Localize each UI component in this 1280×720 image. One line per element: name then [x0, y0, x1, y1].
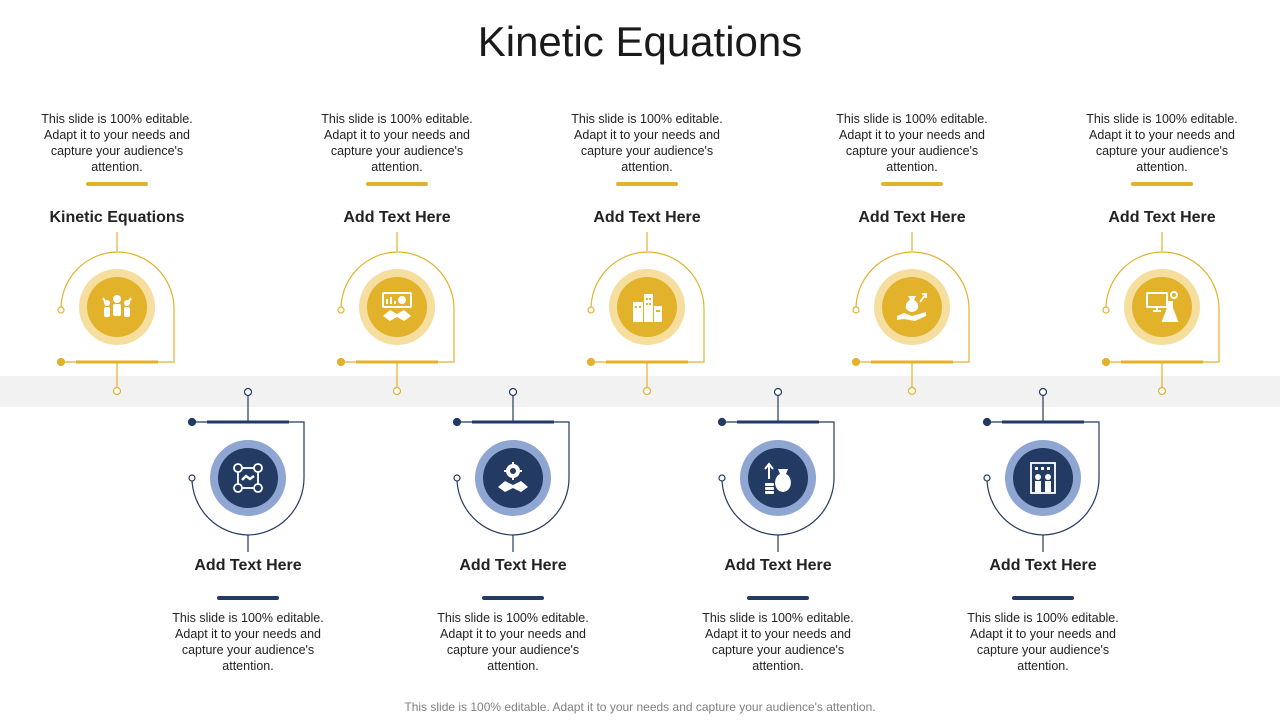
bottom-item-4-icon-circle: [1005, 440, 1081, 516]
top-item-4-description: This slide is 100% editable. Adapt it to your needs and capture your audience's attention.: [836, 112, 988, 174]
top-item-5-heading: Add Text Here: [1108, 209, 1216, 226]
top-item-1-accent-bar: [86, 182, 148, 186]
top-item-3-description: This slide is 100% editable. Adapt it to your needs and capture your audience's attention.: [571, 112, 723, 174]
top-item-5-description: This slide is 100% editable. Adapt it to your needs and capture your audience's attention.: [1086, 112, 1238, 174]
top-item-2-icon-circle: [359, 269, 435, 345]
top-item-2-accent-bar: [366, 182, 428, 186]
slide-title: Kinetic Equations: [477, 18, 803, 65]
bottom-item-4-description: This slide is 100% editable. Adapt it to your needs and capture your audience's attention.: [967, 611, 1119, 673]
network-handshake-icon: [231, 461, 265, 495]
bottom-item-3-heading: Add Text Here: [724, 557, 832, 574]
top-item-2-description: This slide is 100% editable. Adapt it to your needs and capture your audience's attention.: [321, 112, 473, 174]
top-item-1-icon-circle: [79, 269, 155, 345]
bottom-item-4-heading: Add Text Here: [989, 557, 1097, 574]
bottom-item-2-description: This slide is 100% editable. Adapt it to your needs and capture your audience's attention.: [437, 611, 589, 673]
hand-money-bag-icon: [895, 290, 929, 324]
top-item-2-heading: Add Text Here: [343, 209, 451, 226]
top-item-3-heading: Add Text Here: [593, 209, 701, 226]
chemistry-flask-icon: [1145, 290, 1179, 324]
bottom-item-2-heading: Add Text Here: [459, 557, 567, 574]
people-celebrating-icon: [100, 290, 134, 324]
bottom-item-3-icon-circle: [740, 440, 816, 516]
footer-note: This slide is 100% editable. Adapt it to your needs and capture your audience's attention.: [404, 700, 876, 714]
office-team-icon: [1026, 461, 1060, 495]
bottom-item-2-icon-circle: [475, 440, 551, 516]
bottom-item-3-accent-bar: [747, 596, 809, 600]
top-item-3-accent-bar: [616, 182, 678, 186]
top-item-4-heading: Add Text Here: [858, 209, 966, 226]
top-item-5-accent-bar: [1131, 182, 1193, 186]
bottom-item-1-icon-circle: [210, 440, 286, 516]
bottom-item-1-accent-bar: [217, 596, 279, 600]
bottom-item-3-description: This slide is 100% editable. Adapt it to your needs and capture your audience's attention.: [702, 611, 854, 673]
money-bag-growth-icon: [761, 461, 795, 495]
top-item-1-description: This slide is 100% editable. Adapt it to your needs and capture your audience's attention.: [41, 112, 193, 174]
bottom-item-2-accent-bar: [482, 596, 544, 600]
gear-handshake-icon: [496, 461, 530, 495]
top-item-3-icon-circle: [609, 269, 685, 345]
handshake-dollar-icon: [380, 290, 414, 324]
top-item-1-heading: Kinetic Equations: [49, 209, 185, 226]
bottom-item-1-description: This slide is 100% editable. Adapt it to your needs and capture your audience's attention.: [172, 611, 324, 673]
buildings-icon: [630, 290, 664, 324]
bottom-item-4-accent-bar: [1012, 596, 1074, 600]
bottom-item-1-heading: Add Text Here: [194, 557, 302, 574]
top-item-5-icon-circle: [1124, 269, 1200, 345]
top-item-4-icon-circle: [874, 269, 950, 345]
top-item-4-accent-bar: [881, 182, 943, 186]
